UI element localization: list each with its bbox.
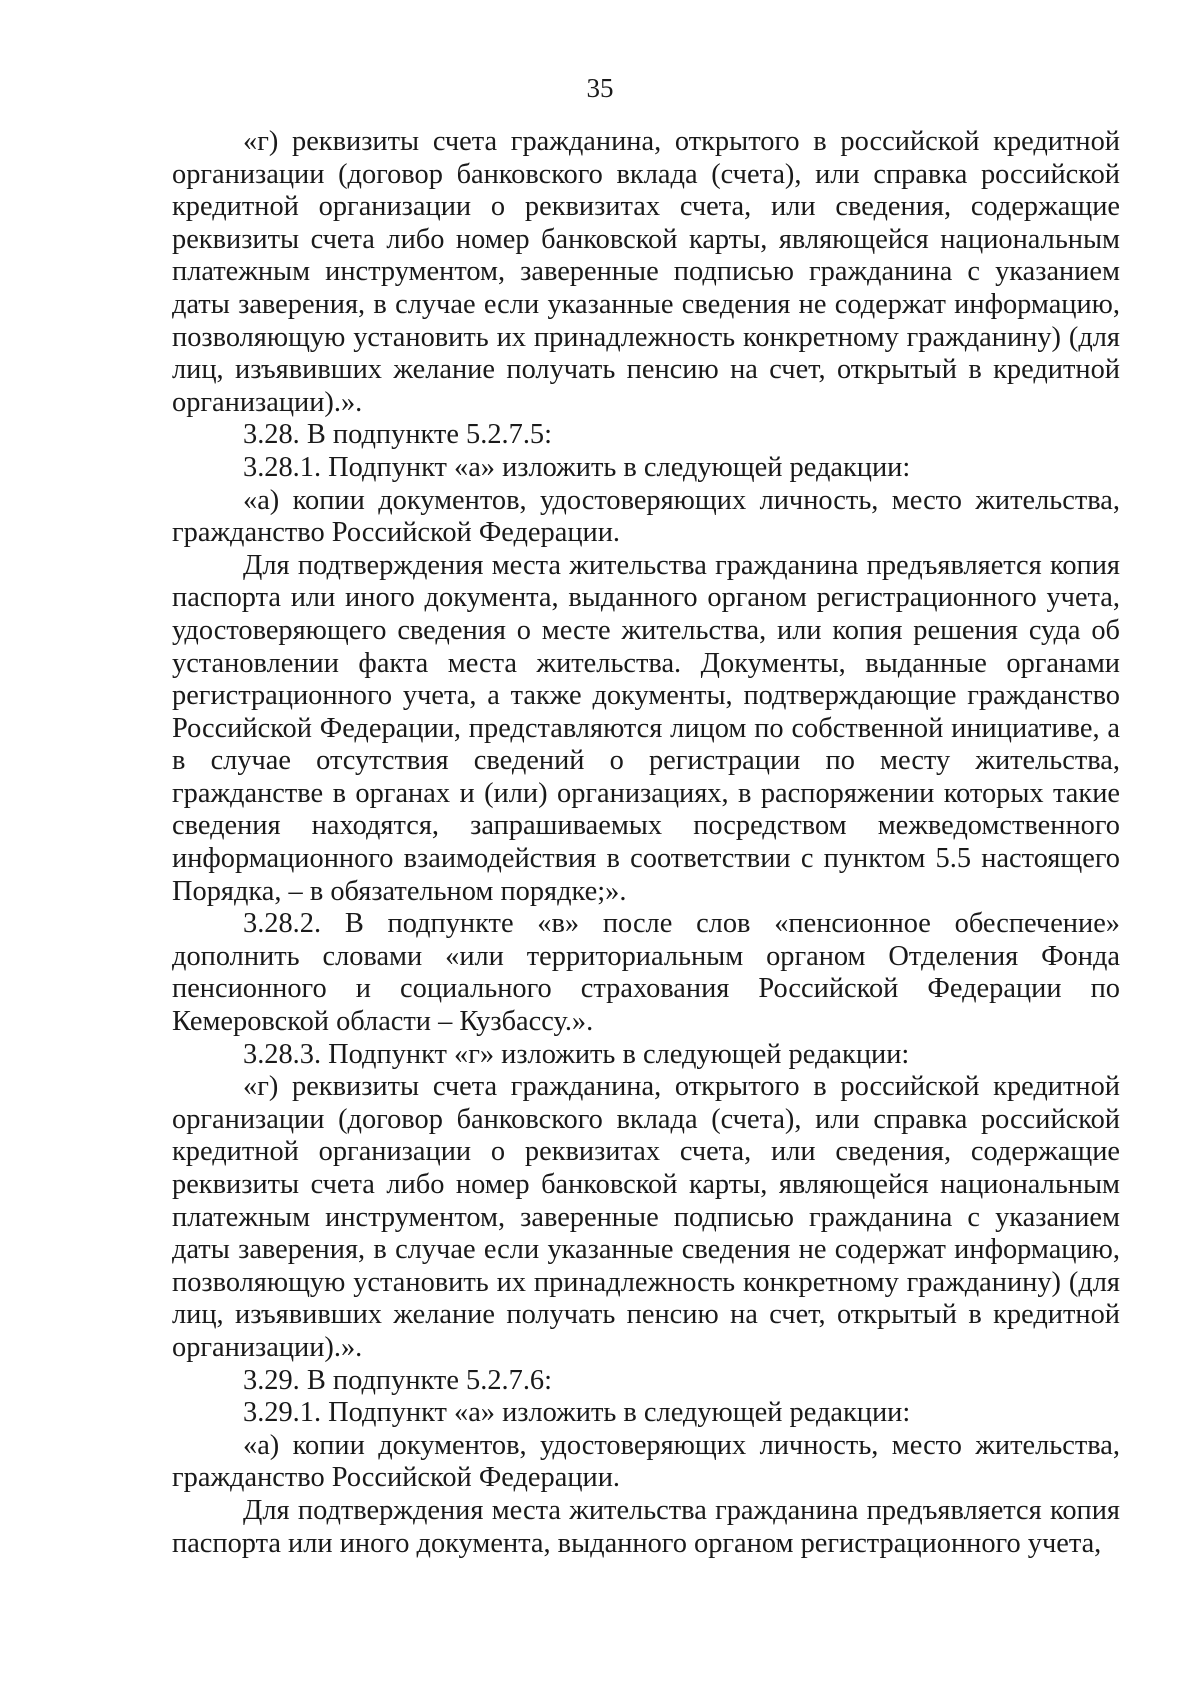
paragraph-g-account-details: «г) реквизиты счета гражданина, открытого в российской кредитной организации (договор банковского вклада (счета), или справка российской кредитной организации о реквизитах счета, или сведения, содержащие реквизиты счета либо номер банковской карты, являющейся национальным платежным инструментом, заверенные подписью гражданина с указанием даты заверения, в случае если указанные сведения не содержат информацию, позволяющую установить их принадлежность конкретному гражданину) (для лиц, изъявивших желание получать пенсию на счет, открытый в кредитной организации).».	[172, 1071, 1120, 1363]
page-number: 35	[586, 73, 614, 103]
paragraph-residence-confirmation-2: Для подтверждения места жительства гражданина предъявляется копия паспорта или иного документа, выданного органом регистрационного учета,	[172, 1494, 1120, 1559]
paragraph-residence-confirmation: Для подтверждения места жительства гражданина предъявляется копия паспорта или иного документа, выданного органом регистрационного учета, удостоверяющего сведения о месте жительства, или копия решения суда об установлении факта места жительства. Документы, выданные органами регистрационного учета, а также документы, подтверждающие гражданство Российской Федерации, представляются лицом по собственной инициативе, а в случае отсутствия сведений о регистрации по месту жительства, гражданстве в органах и (или) организациях, в распоряжении которых такие сведения находятся, запрашиваемых посредством межведомственного информационного взаимодействия в соответствии с пунктом 5.5 настоящего Порядка, – в обязательном порядке;».	[172, 549, 1120, 907]
paragraph-3-28-1: 3.28.1. Подпункт «а» изложить в следующей редакции:	[243, 451, 911, 483]
paragraph-3-29: 3.29. В подпункте 5.2.7.6:	[243, 1364, 552, 1396]
paragraph-3-28-2: 3.28.2. В подпункте «в» после слов «пенсионное обеспечение» дополнить словами «или территориальным органом Отделения Фонда пенсионного и социального страхования Российской Федерации по Кемеровской области – Кузбассу.».	[172, 908, 1120, 1038]
paragraph-a-copies-2: «а) копии документов, удостоверяющих личность, место жительства, гражданство Российской Федерации.	[172, 1429, 1120, 1494]
paragraph-r: «г) реквизиты счета гражданина, открытого в российской кредитной организации (договор банковского вклада (счета), или справка российской кредитной организации о реквизитах счета, или сведения, содержащие реквизиты счета либо номер банковской карты, являющейся национальным платежным инструментом, заверенные подписью гражданина с указанием даты заверения, в случае если указанные сведения не содержат информацию, позволяющую установить их принадлежность конкретному гражданину) (для лиц, изъявивших желание получать пенсию на счет, открытый в кредитной организации).».	[172, 126, 1120, 418]
paragraph-3-28: 3.28. В подпункте 5.2.7.5:	[243, 419, 552, 451]
paragraph-3-28-3: 3.28.3. Подпункт «г» изложить в следующей редакции:	[243, 1038, 910, 1070]
paragraph-3-29-1: 3.29.1. Подпункт «а» изложить в следующей редакции:	[243, 1397, 911, 1429]
document-body	[172, 126, 1120, 1560]
paragraph-a-copies: «а) копии документов, удостоверяющих личность, место жительства, гражданство Российской Федерации.	[172, 484, 1120, 549]
